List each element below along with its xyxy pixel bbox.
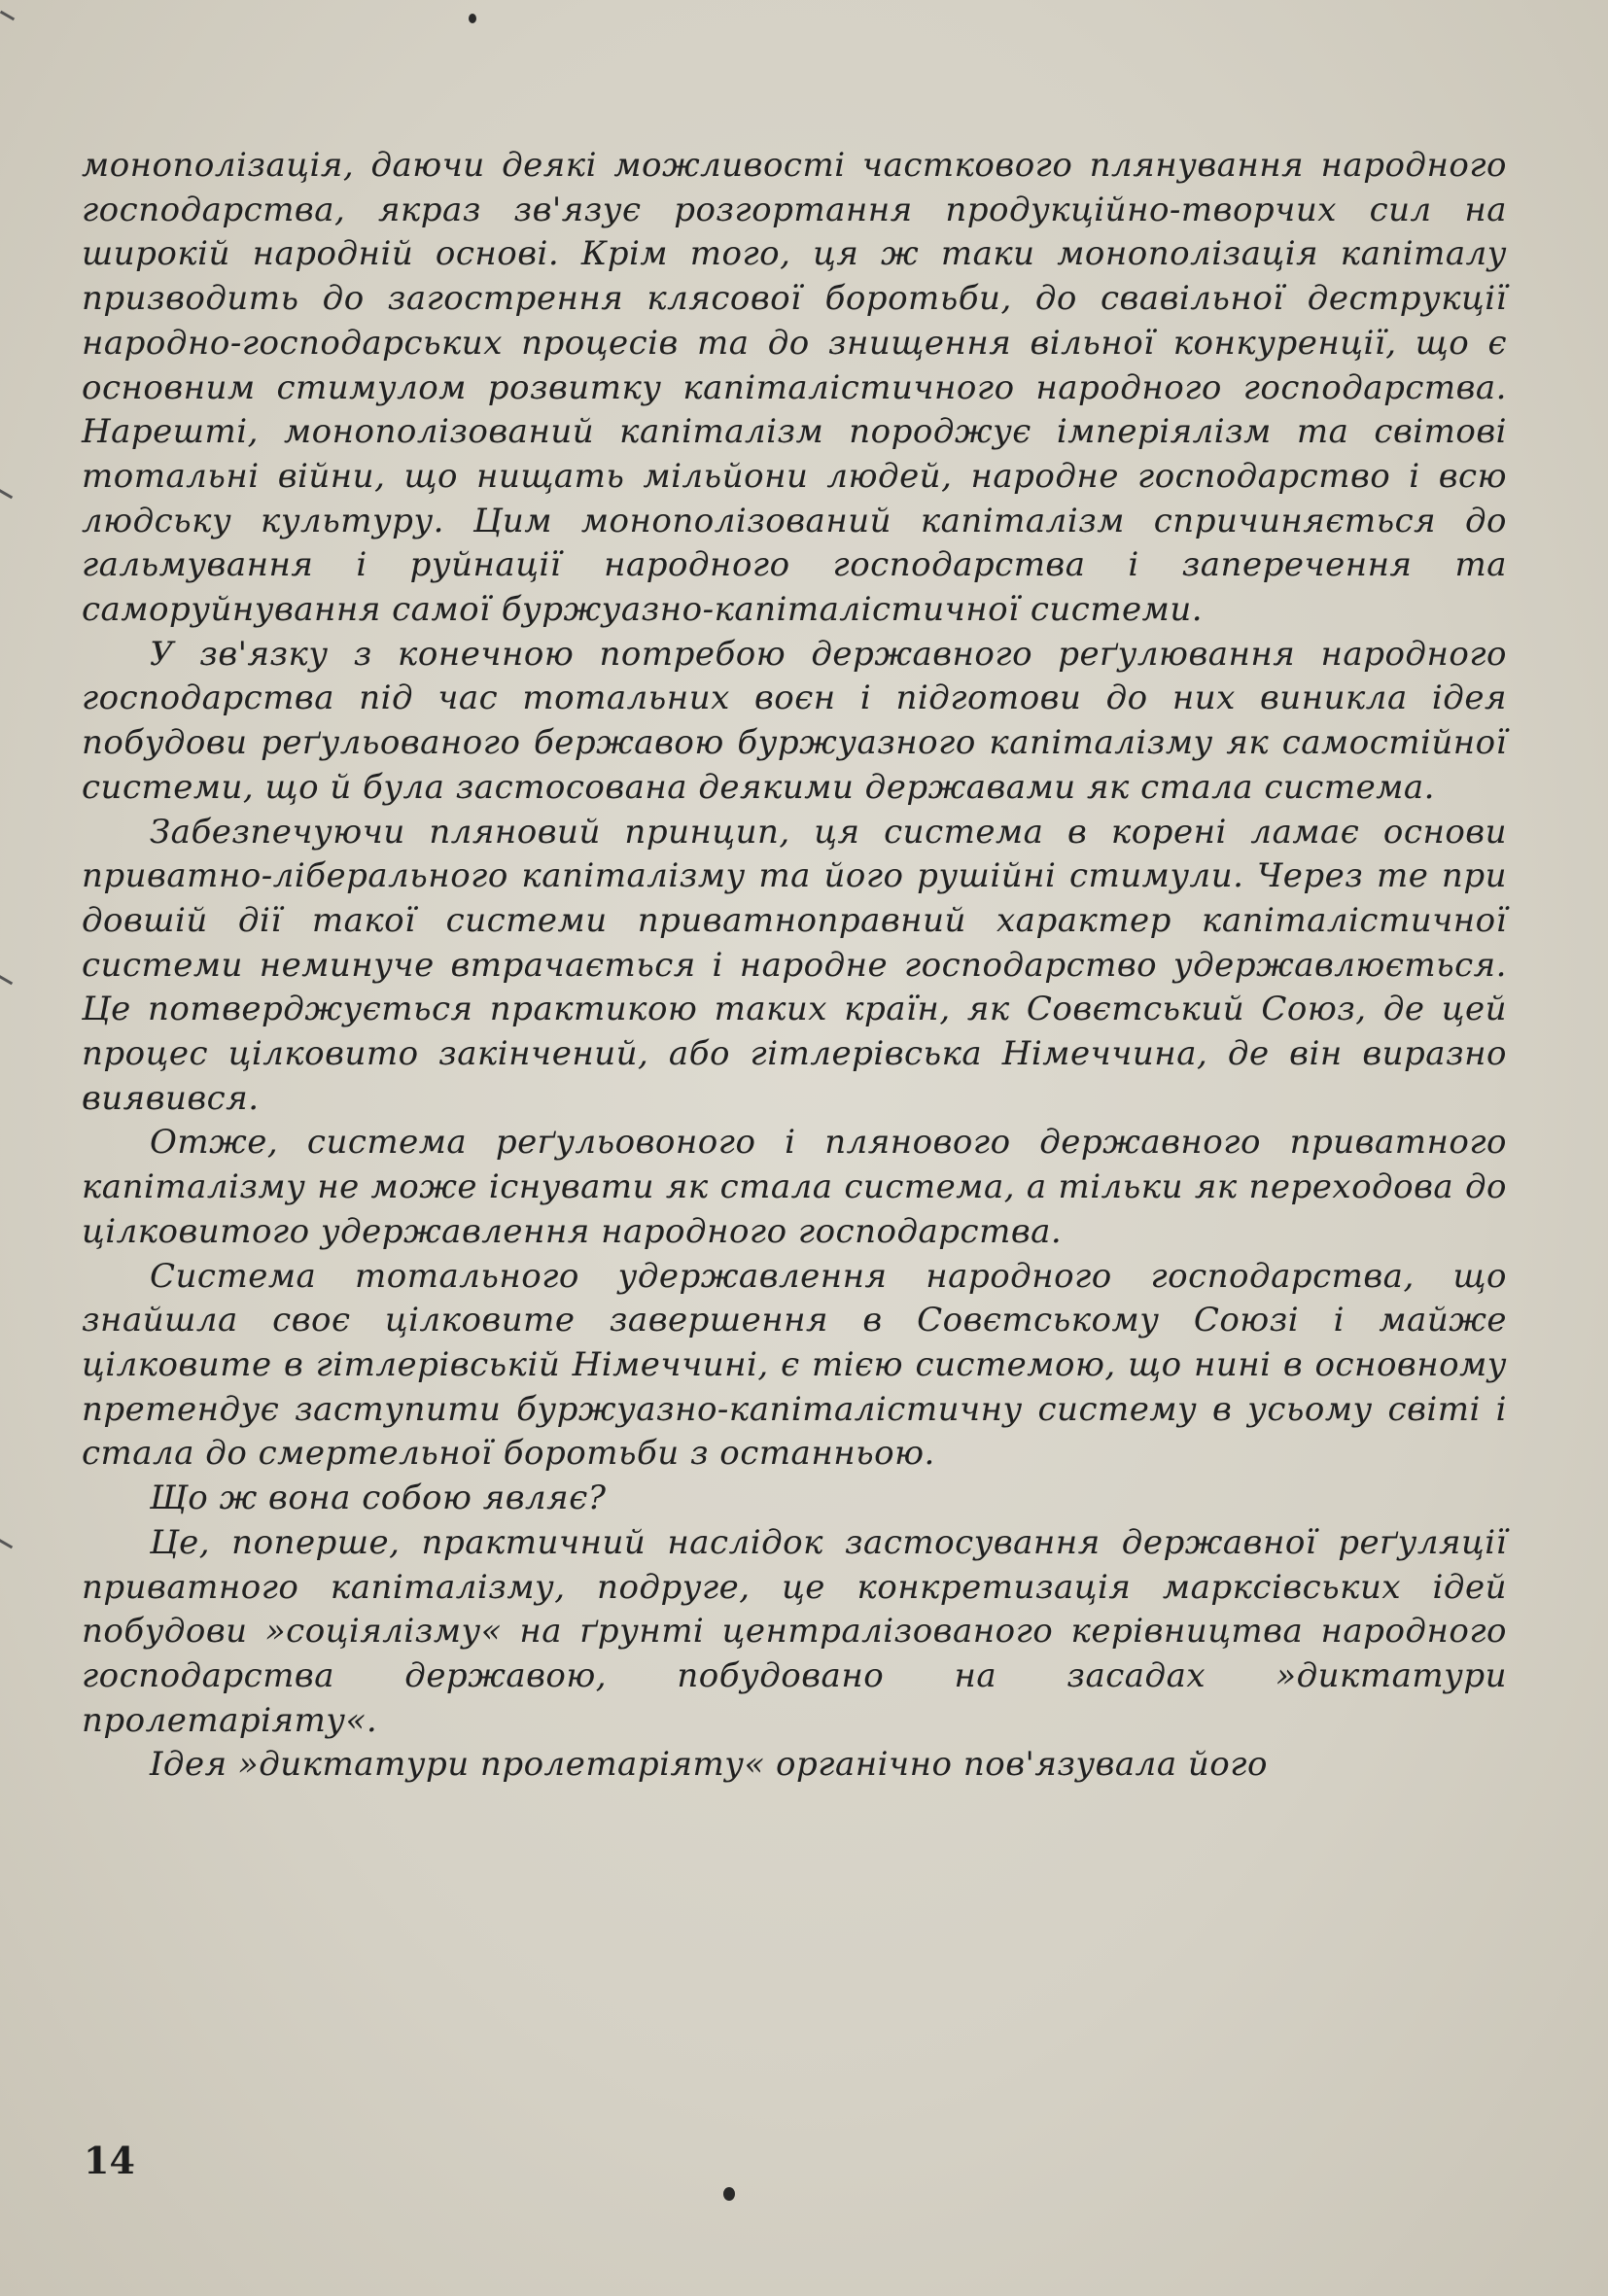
page-number: 14	[84, 2139, 135, 2182]
paragraph-5: Система тотального удержавлення народного господарства, що знайшла своє цілковите завершення в Совєтському Союзі і майже цілковите в гітлерівській Німеччині, є тією системою, що нині в основному претендує заступити буржуазно-капіталістичну систему в усьому світі і стала до смертельної боротьби з останньою.	[82, 1256, 1507, 1474]
paragraph-6: Що ж вона собою являє?	[150, 1478, 607, 1518]
paragraph-7: Це, поперше, практичний наслідок застосування державної реґуляції приватного капіталізму, подруге, це конкретизація марксівських ідей побудови »соціялізму« на ґрунті централізованого керівництва народного господарства державою, побудовано на засадах »диктатури пролетаріяту«.	[82, 1522, 1507, 1740]
edge-mark	[0, 975, 13, 986]
paragraph-2: У зв'язку з конечною потребою державного реґулювання народного господарства під час тотальних воєн і підготови до них виникла ідея побудови реґульованого бержавою буржуазного капіталізму як самостійної системи, що й була застосована деякими державами як стала система.	[82, 634, 1507, 807]
body-text	[82, 144, 1507, 1788]
edge-mark	[0, 489, 13, 500]
edge-mark	[0, 11, 15, 21]
paragraph-1: монополізація, даючи деякі можливості часткового плянування народного господарства, якраз зв'язує розгортання продукційно-творчих сил на широкій народній основі. Крім того, ця ж таки монополізація капіталу призводить до загострення клясової боротьби, до свавільної деструкції народно-господарських процесів та до знищення вільної конкуренції, що є основним стимулом розвитку капіталістичного народного господарства. Нарешті, монополізований капіталізм породжує імперіялізм та світові тотальні війни, що нищать мільйони людей, народне господарство і всю людську культуру. Цим монополізований капіталізм спричиняється до гальмування і руйнації народного господарства і заперечення та саморуйнування самої буржуазно-капіталістичної системи.	[82, 146, 1507, 630]
ink-speck	[723, 2187, 735, 2201]
paragraph-3: Забезпечуючи пляновий принцип, ця система в корені ламає основи приватно-ліберального капіталізму та його рушійні стимули. Через те при довшій дії такої системи приватноправний характер капіталістичної системи неминуче втрачається і народне господарство удержавлюється. Це потверджується практикою таких країн, як Совєтський Союз, де цей процес цілковито закінчений, або гітлерівська Німеччина, де він виразно виявився.	[82, 812, 1507, 1118]
paragraph-8: Ідея »диктатури пролетаріяту« органічно пов'язувала його	[150, 1745, 1268, 1785]
edge-mark	[0, 1539, 13, 1549]
ink-speck	[469, 14, 476, 23]
paragraph-4: Отже, система реґульовоного і плянового державного приватного капіталізму не може існувати як стала система, а тільки як переходова до цілковитого удержавлення народного господарства.	[82, 1123, 1507, 1251]
